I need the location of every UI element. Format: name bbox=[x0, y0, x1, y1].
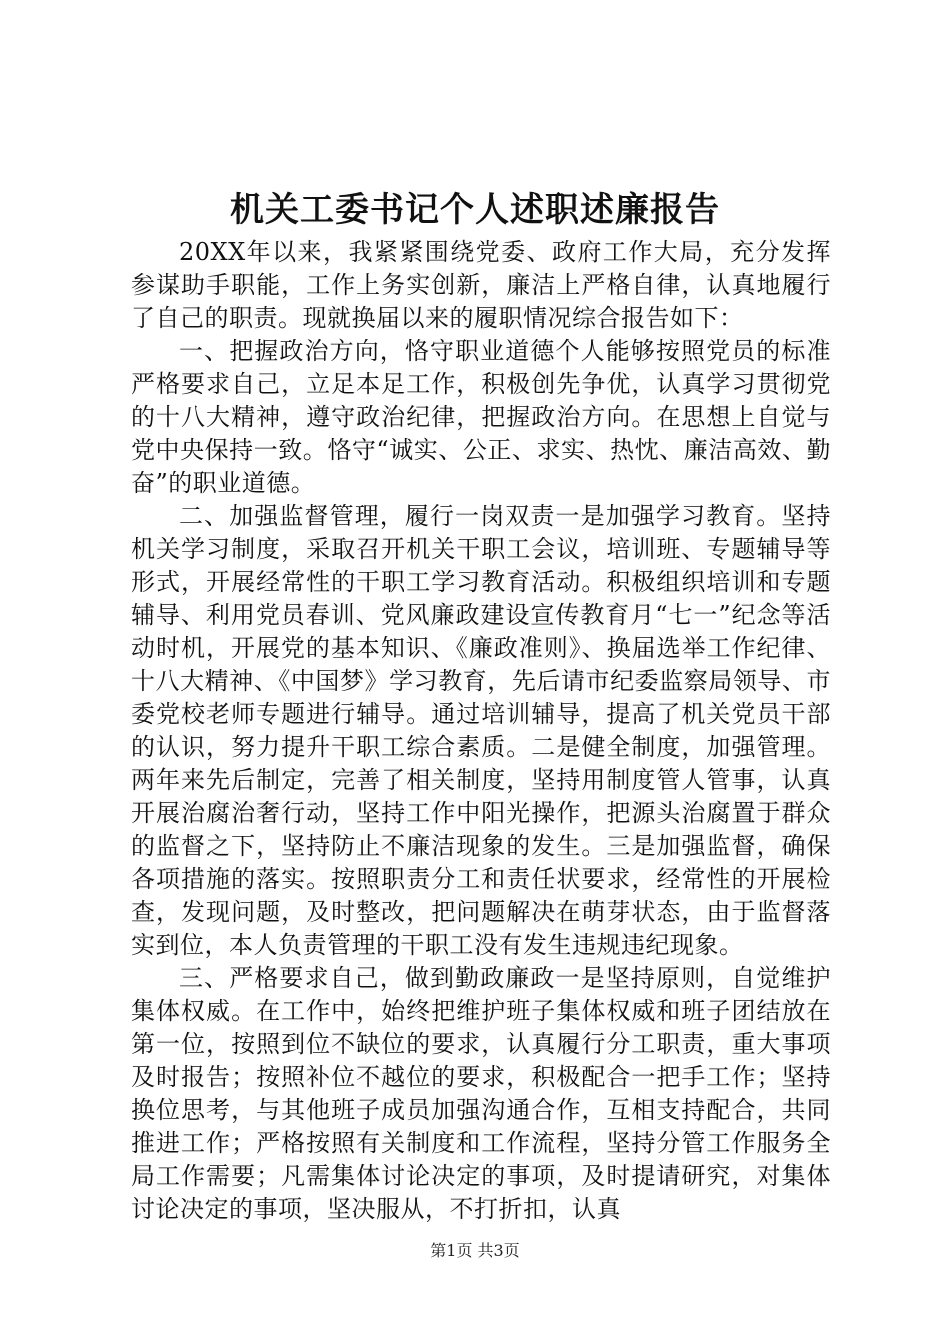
page-footer: 第1页 共3页 bbox=[430, 1241, 520, 1260]
document-title: 机关工委书记个人述职述廉报告 bbox=[230, 190, 720, 230]
paragraph-section-1: 一、把握政治方向，恪守职业道德个人能够按照党员的标准严格要求自己，立足本足工作，积极创先争优，认真学习贯彻党的十八大精神，遵守政治纪律，把握政治方向。在思想上自觉与党中央保持一致。恪守“诚实、公正、求实、热忱、廉洁高效、勤奋”的职业道德。 bbox=[131, 337, 831, 497]
paragraph-section-2: 二、加强监督管理，履行一岗双责一是加强学习教育。坚持机关学习制度，采取召开机关干职工会议，培训班、专题辅导等形式，开展经常性的干职工学习教育活动。积极组织培训和专题辅导、利用党员春训、党风廉政建设宣传教育月“七一”纪念等活动时机，开展党的基本知识、《廉政准则》、换届选举工作纪律、十八大精神、《中国梦》学习教育，先后请市纪委监察局领导、市委党校老师专题进行辅导。通过培训辅导，提高了机关党员干部的认识，努力提升干职工综合素质。二是健全制度，加强管理。两年来先后制定，完善了相关制度，坚持用制度管人管事，认真开展治腐治奢行动，坚持工作中阳光操作，把源头治腐置于群众的监督之下，坚持防止不廉洁现象的发生。三是加强监督，确保各项措施的落实。按照职责分工和责任状要求，经常性的开展检查，发现问题，及时整改，把问题解决在萌芽状态，由于监督落实到位，本人负责管理的干职工没有发生违规违纪现象。 bbox=[131, 502, 831, 959]
document-body bbox=[131, 236, 831, 1226]
paragraph-section-3: 三、严格要求自己，做到勤政廉政一是坚持原则，自觉维护集体权威。在工作中，始终把维护班子集体权威和班子团结放在第一位，按照到位不缺位的要求，认真履行分工职责，重大事项及时报告；按照补位不越位的要求，积极配合一把手工作；坚持换位思考，与其他班子成员加强沟通合作，互相支持配合，共同推进工作；严格按照有关制度和工作流程，坚持分管工作服务全局工作需要；凡需集体讨论决定的事项，及时提请研究，对集体讨论决定的事项，坚决服从，不打折扣，认真 bbox=[131, 964, 831, 1223]
paragraph-intro: 20XX年以来，我紧紧围绕党委、政府工作大局，充分发挥参谋助手职能，工作上务实创新，廉洁上严格自律，认真地履行了自己的职责。现就换届以来的履职情况综合报告如下： bbox=[131, 238, 831, 332]
